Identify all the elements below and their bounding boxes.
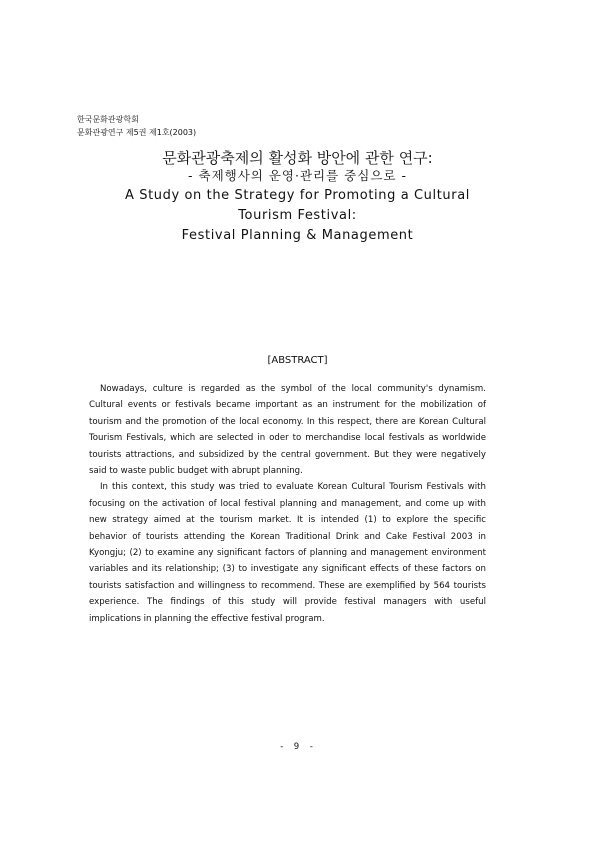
- page-number: - 9 -: [278, 742, 317, 752]
- korean-subtitle: - 축제행사의 운영·관리를 중심으로 -: [188, 168, 407, 183]
- korean-title: 문화관광축제의 활성화 방안에 관한 연구:: [162, 149, 433, 167]
- journal-volume: 문화관광연구 제5권 제1호(2003): [77, 128, 197, 137]
- english-title-line-2: Tourism Festival:: [238, 208, 357, 223]
- title-block: [60, 149, 535, 246]
- abstract-paragraph-2: In this context, this study was tried to evaluate Korean Cultural Tourism Festivals with focusing on the activation of local festival planning and management, and come up with new strategy aimed at the tourism market. It is intended (1) to explore the specific behavior of tourists attending the Korean Traditional Drink and Cake Festival 2003 in Kyongju; (2) to examine any significant factors of planning and management environment variables and its relationship; (3) to investigate any significant effects of these factors on tourists satisfaction and willingness to recommend. These are exemplified by 564 tourists experience. The findings of this study will provide festival managers with useful implications in planning the effective festival program.: [89, 482, 486, 624]
- abstract-paragraph-1: Nowadays, culture is regarded as the symbol of the local community's dynamism. Cultural events or festivals became important as an instrument for the mobilization of tourism and the promotion of the local economy. In this respect, there are Korean Cultural Tourism Festivals, which are selected in oder to merchandise local festivals as worldwide tourists attractions, and subsidized by the central government. But they were negatively said to waste public budget with abrupt planning.: [89, 384, 486, 477]
- society-name: 한국문화관광학회: [77, 115, 139, 124]
- english-title-line-1: A Study on the Strategy for Promoting a Cultural: [125, 188, 470, 203]
- english-title: [60, 186, 535, 246]
- journal-header: [77, 113, 196, 139]
- english-title-line-3: Festival Planning & Management: [181, 228, 414, 243]
- abstract-body: [89, 381, 486, 627]
- abstract-heading: [ABSTRACT]: [267, 355, 328, 366]
